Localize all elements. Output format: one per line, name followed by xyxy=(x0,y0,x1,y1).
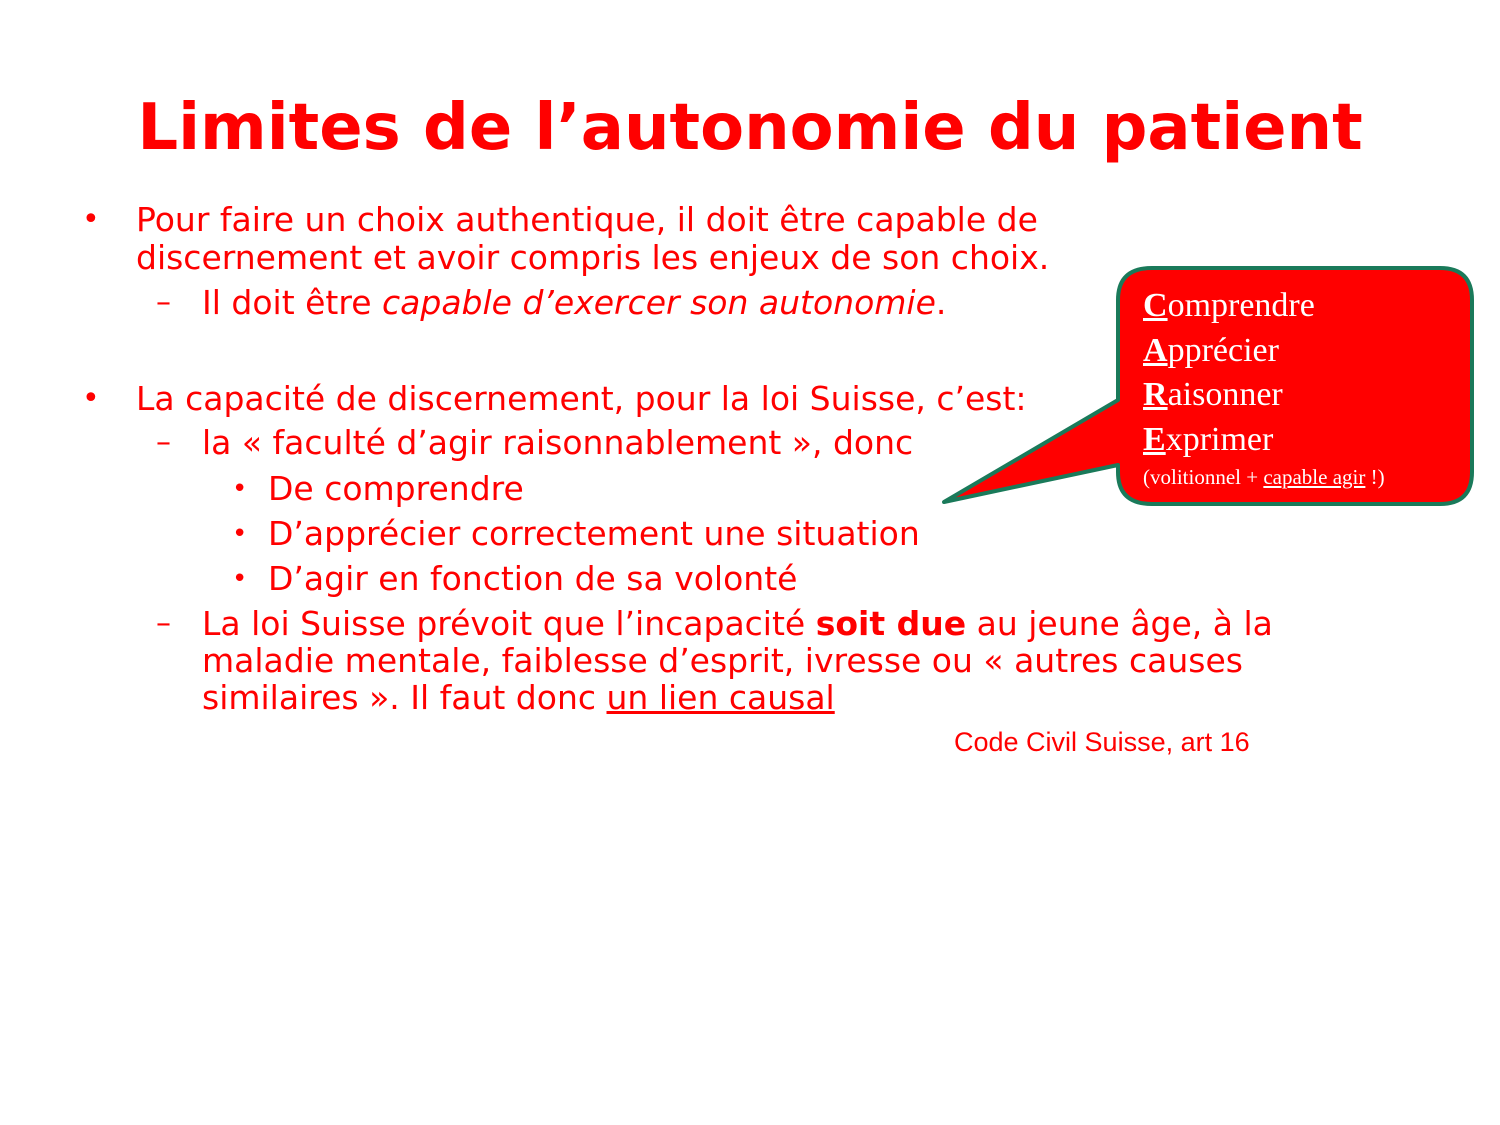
causal-link-underlined: un lien causal xyxy=(606,678,835,717)
acronym-rest: xprimer xyxy=(1165,420,1274,458)
small-bullet-marker: • xyxy=(232,474,248,504)
callout-row xyxy=(1143,329,1463,374)
sub2-suffix: au jeune âge, à la xyxy=(966,604,1273,643)
sub1-suffix: . xyxy=(935,283,947,322)
bullet-marker: • xyxy=(82,381,100,416)
list-item: D’agir en fonction de sa volonté xyxy=(268,559,798,598)
callout-note xyxy=(1143,462,1463,492)
callout-row xyxy=(1143,373,1463,418)
sub1-italic: capable d’exercer son autonomie xyxy=(382,283,936,322)
acronym-letter: R xyxy=(1143,376,1168,413)
small-bullet-marker: • xyxy=(232,564,248,594)
list-item: D’apprécier correctement une situation xyxy=(268,514,920,553)
note-underline: capable agir xyxy=(1263,465,1366,489)
small-bullet-marker: • xyxy=(232,519,248,549)
acronym-letter: E xyxy=(1143,420,1166,458)
bullet2-sub2-line2: maladie mentale, faiblesse d’esprit, ivresse ou « autres causes xyxy=(202,641,1243,680)
list-item: De comprendre xyxy=(268,469,524,508)
note-prefix: (volitionnel + xyxy=(1143,465,1264,489)
bullet1-line1: Pour faire un choix authentique, il doit être capable de xyxy=(136,200,1038,239)
callout-text xyxy=(1143,284,1463,492)
bullet-marker: • xyxy=(82,202,100,237)
acronym-letter: C xyxy=(1143,287,1168,324)
acronym-rest: pprécier xyxy=(1167,331,1279,369)
legal-reference: Code Civil Suisse, art 16 xyxy=(954,727,1250,757)
sub2-bold: soit due xyxy=(815,604,967,643)
dash-marker: – xyxy=(156,285,171,320)
bullet2-sub1: la « faculté d’agir raisonnablement », donc xyxy=(202,423,914,462)
sub1-prefix: Il doit être xyxy=(202,283,383,322)
acronym-letter: A xyxy=(1143,331,1168,369)
bullet1-line2: discernement et avoir compris les enjeux de son choix. xyxy=(136,238,1050,277)
sub2-line3-prefix: similaires ». Il faut donc xyxy=(202,678,607,717)
bullet2-line1: La capacité de discernement, pour la loi Suisse, c’est: xyxy=(136,379,1027,418)
sub2-prefix: La loi Suisse prévoit que l’incapacité xyxy=(202,604,816,643)
acronym-rest: aisonner xyxy=(1167,376,1283,413)
acronym-rest: omprendre xyxy=(1167,287,1315,324)
callout-row xyxy=(1143,284,1463,329)
slide-title: Limites de l’autonomie du patient xyxy=(137,91,1363,165)
dash-marker: – xyxy=(156,606,171,641)
note-suffix: !) xyxy=(1365,465,1385,489)
callout-row xyxy=(1143,418,1463,463)
dash-marker: – xyxy=(156,425,171,460)
